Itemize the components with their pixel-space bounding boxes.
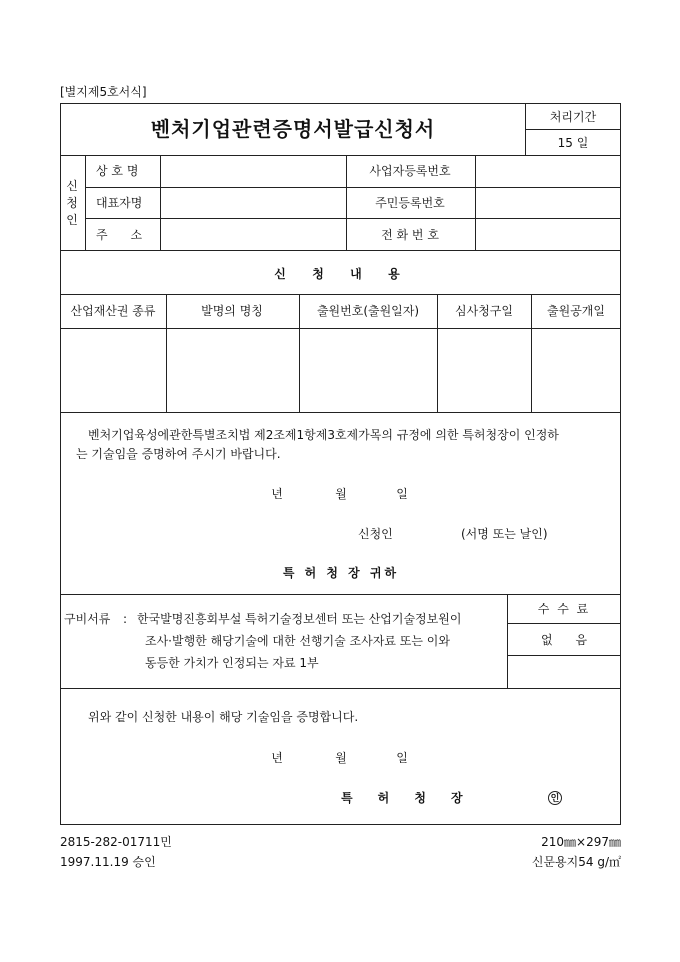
- certification-text: 위와 같이 신청한 내용이 해당 기술임을 증명합니다.: [88, 710, 359, 724]
- company-name-label: 상 호 명: [96, 164, 139, 178]
- divider: [507, 594, 508, 688]
- addressee: 특 허 청 장 귀하: [282, 566, 400, 580]
- column-header-publication-date: 출원공개일: [547, 304, 605, 318]
- documents-line-1: 한국발명진흥회부설 특허기술정보센터 또는 산업기술정보원이: [137, 612, 462, 626]
- certification-month: 월: [335, 751, 347, 765]
- column-header-invention-name: 발명의 명칭: [201, 304, 263, 318]
- column-header-ip-type: 산업재산권 종류: [70, 304, 156, 318]
- fee-label: 수 수 료: [537, 602, 591, 616]
- official-seal-icon: 인: [548, 791, 562, 805]
- paper-size: 210㎜×297㎜: [541, 835, 621, 849]
- divider: [60, 294, 621, 295]
- declaration-month: 월: [335, 487, 347, 501]
- divider: [85, 155, 86, 250]
- declaration-line-1: 벤처기업육성에관한특별조치법 제2조제1항제3호제가목의 규정에 의한 특허청장이 인정하: [88, 428, 559, 442]
- divider: [60, 250, 621, 251]
- form-title: 벤처기업관련증명서발급신청서: [150, 117, 436, 141]
- phone-label: 전 화 번 호: [381, 228, 439, 242]
- issuer: 특 허 청 장: [341, 791, 463, 805]
- divider: [60, 155, 621, 156]
- applicant-section-label-1: 신: [66, 179, 78, 193]
- documents-label: 구비서류: [64, 612, 111, 626]
- divider: [475, 155, 476, 250]
- content-heading: 신 청 내 용: [274, 267, 406, 281]
- divider: [525, 129, 621, 130]
- divider: [160, 155, 161, 250]
- documents-separator: :: [123, 612, 128, 626]
- divider: [85, 187, 621, 188]
- divider: [507, 655, 621, 656]
- documents-line-3: 동등한 가치가 인정되는 자료 1부: [145, 656, 319, 670]
- address-label: 주 소: [96, 228, 143, 242]
- paper-type: 신문용지54 g/㎡: [531, 855, 621, 869]
- declaration-line-2: 는 기술임을 증명하여 주시기 바랍니다.: [76, 447, 281, 461]
- declaration-day: 일: [396, 487, 408, 501]
- documents-line-2: 조사·발행한 해당기술에 대한 선행기술 조사자료 또는 이와: [145, 634, 450, 648]
- declaration-year: 년: [271, 487, 283, 501]
- applicant-sign-label: 신청인: [358, 527, 393, 541]
- applicant-section-label-3: 인: [66, 213, 78, 227]
- form-number-label: [별지제5호서식]: [60, 85, 147, 99]
- column-header-application-number: 출원번호(출원일자): [316, 304, 420, 318]
- divider: [531, 294, 532, 412]
- processing-period-label: 처리기간: [549, 110, 597, 124]
- certification-year: 년: [271, 751, 283, 765]
- divider: [60, 594, 621, 595]
- approval-date: 1997.11.19 승인: [60, 855, 156, 869]
- form-code: 2815-282-01711민: [60, 835, 172, 849]
- divider: [60, 688, 621, 689]
- signature-hint: (서명 또는 날인): [461, 527, 548, 541]
- fee-value: 없 음: [540, 633, 588, 647]
- divider: [60, 328, 621, 329]
- divider: [346, 155, 347, 250]
- divider: [60, 412, 621, 413]
- column-header-exam-request-date: 심사청구일: [455, 304, 513, 318]
- divider: [299, 294, 300, 412]
- resident-registration-label: 주민등록번호: [375, 196, 445, 210]
- processing-period-value: 15 일: [557, 136, 589, 150]
- divider: [507, 623, 621, 624]
- divider: [85, 218, 621, 219]
- divider: [437, 294, 438, 412]
- representative-label: 대표자명: [96, 196, 143, 210]
- applicant-section-label-2: 청: [66, 196, 78, 210]
- divider: [166, 294, 167, 412]
- certification-day: 일: [396, 751, 408, 765]
- business-registration-label: 사업자등록번호: [369, 164, 451, 178]
